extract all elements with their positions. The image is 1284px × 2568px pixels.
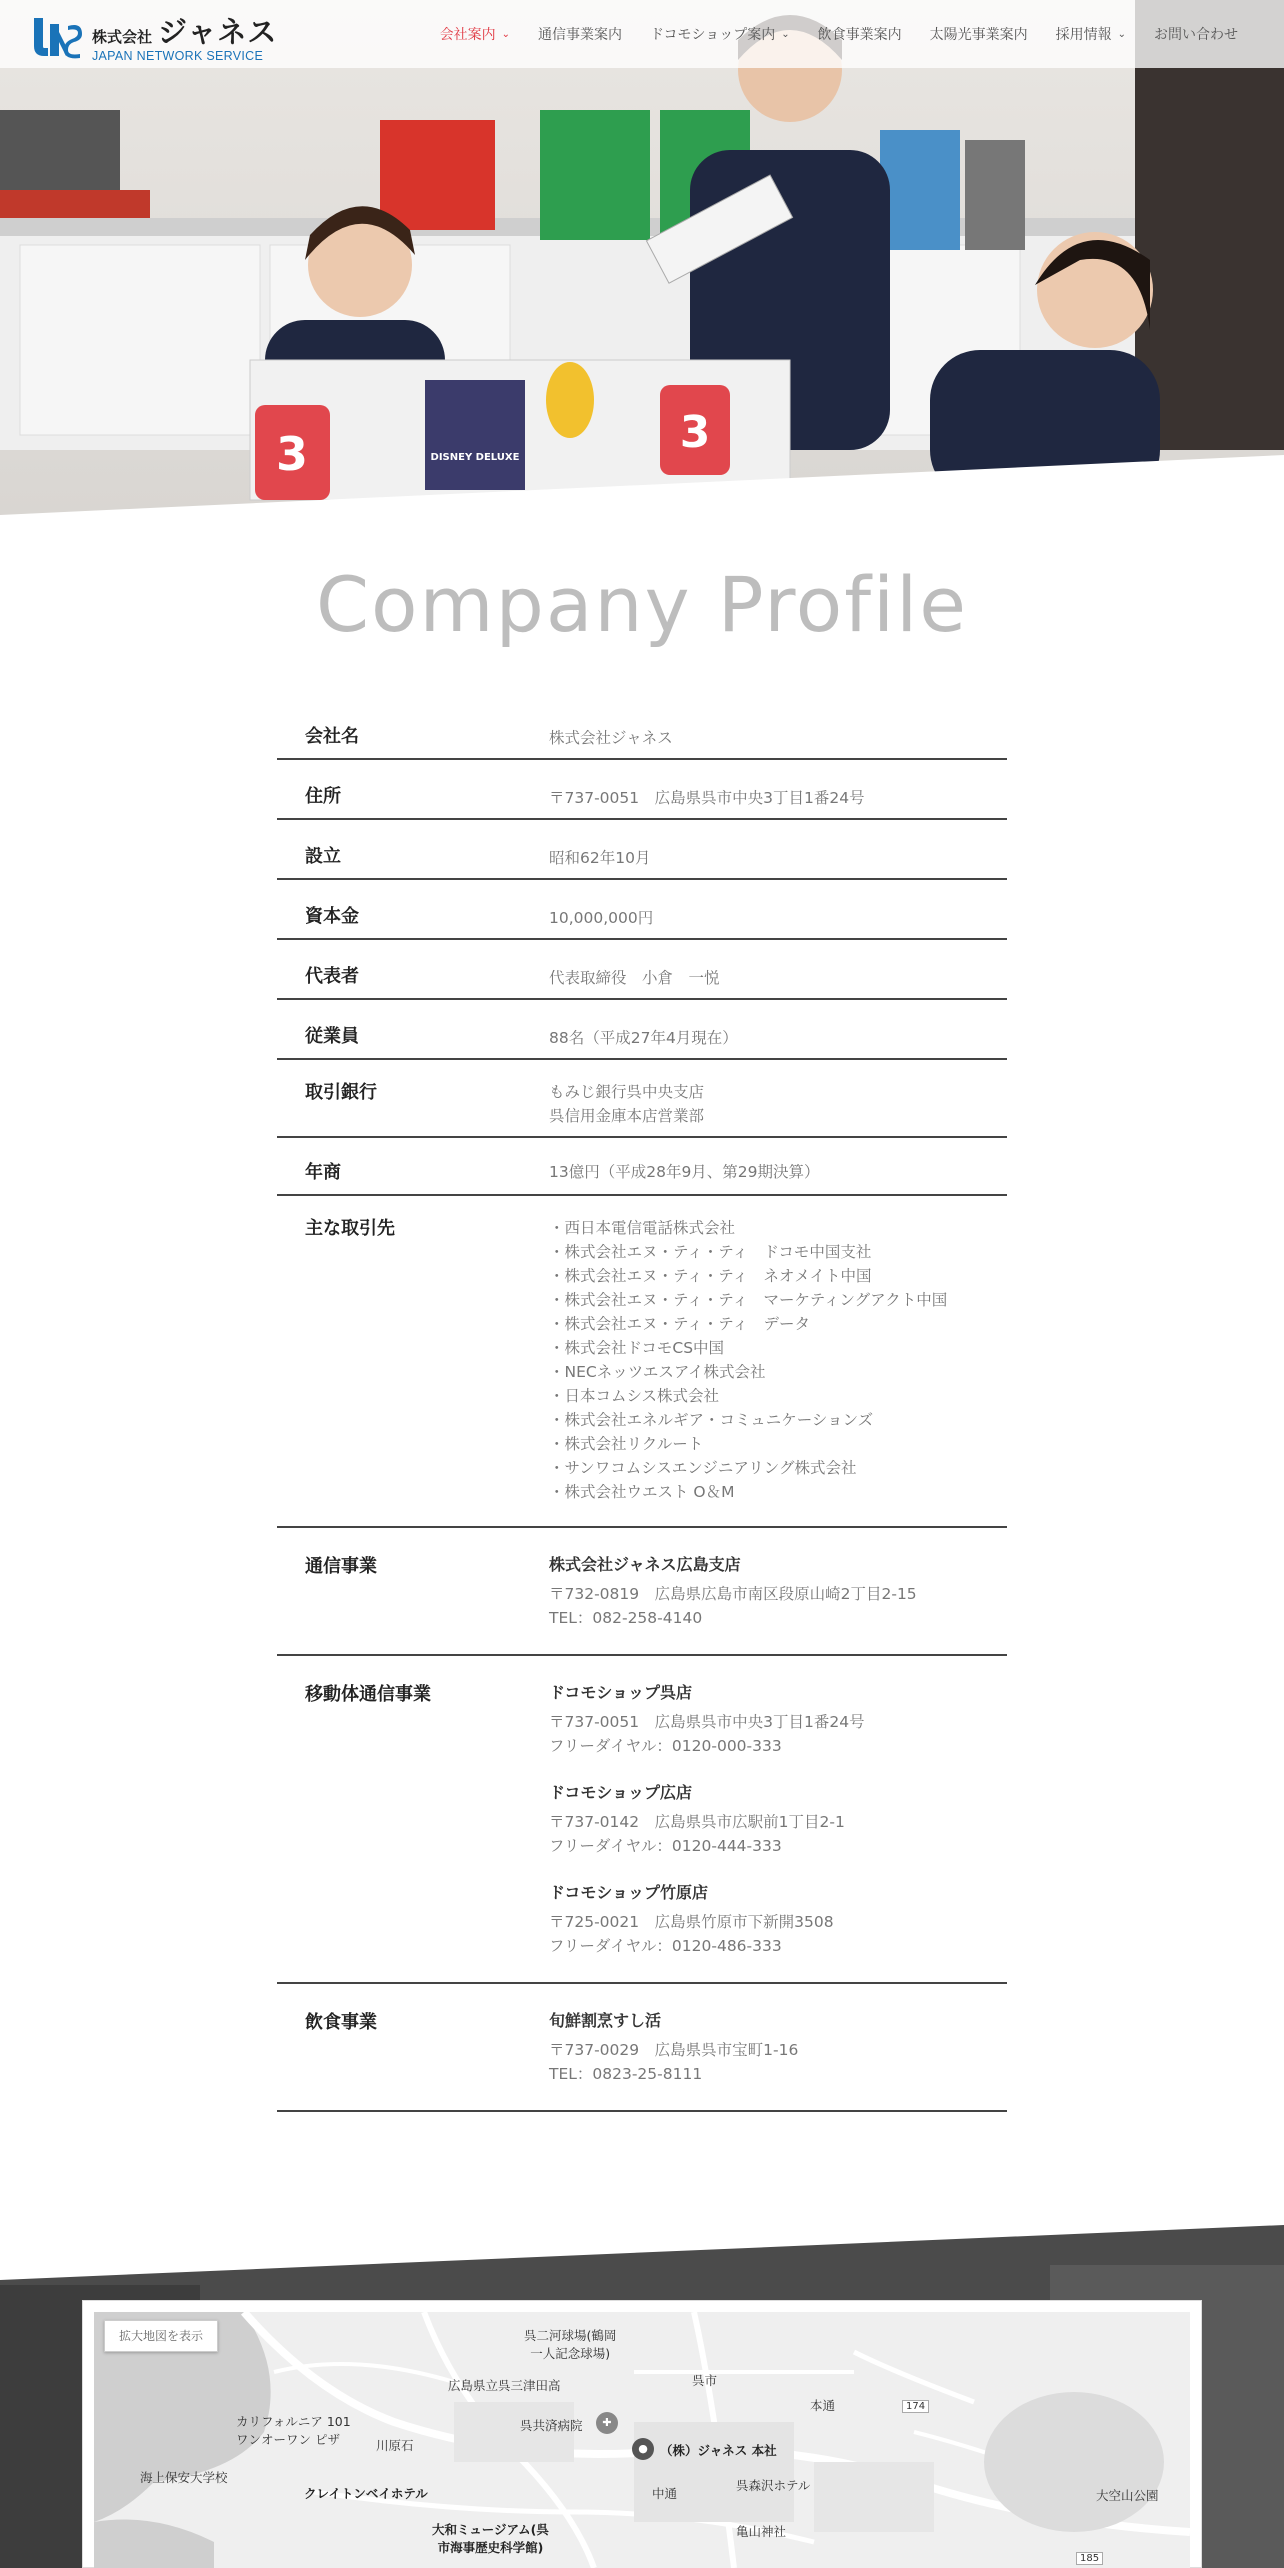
profile-row-mobile xyxy=(277,1656,1007,1984)
shop-address: 〒737-0142 広島県呉市広駅前1丁目2-1 xyxy=(549,1813,845,1831)
shop-address: 〒725-0021 広島県竹原市下新開3508 xyxy=(549,1913,834,1931)
profile-row-founded xyxy=(277,820,1007,880)
site-logo[interactable] xyxy=(32,10,277,63)
map-label-clayton-bay-hotel: クレイトンベイホテル xyxy=(304,2486,428,2501)
row-label: 従業員 xyxy=(305,1026,359,1047)
map-label-kure-city: 呉市 xyxy=(692,2373,718,2388)
profile-row-sales xyxy=(277,1138,1007,1196)
hero-photo xyxy=(0,0,1284,515)
chevron-down-icon: ⌄ xyxy=(1117,28,1126,40)
map-label-stadium xyxy=(524,2326,616,2362)
client-item: ・株式会社ウエスト O＆M xyxy=(549,1483,735,1501)
shop-phone: フリーダイヤル：0120-486-333 xyxy=(549,1937,782,1955)
row-value: 13億円（平成28年9月、第29期決算） xyxy=(549,1163,820,1181)
nav-label: 通信事業案内 xyxy=(538,27,623,43)
nav-item-food[interactable] xyxy=(818,24,902,44)
profile-row-capital xyxy=(277,880,1007,940)
route-174-badge: 174 xyxy=(902,2400,929,2413)
main-nav xyxy=(412,0,1238,68)
client-item: ・株式会社エネルギア・コミュニケーションズ xyxy=(549,1411,874,1429)
hero-illustration xyxy=(0,0,1284,515)
booth-number-left: 3 xyxy=(275,427,309,481)
location-pin-icon[interactable]: ● xyxy=(632,2438,654,2460)
client-item: ・日本コムシス株式会社 xyxy=(549,1387,720,1405)
row-value: 10,000,000円 xyxy=(549,909,654,927)
shop-phone: フリーダイヤル：0120-444-333 xyxy=(549,1837,782,1855)
profile-row-employees xyxy=(277,1000,1007,1060)
nav-label: ドコモショップ案内 xyxy=(650,27,776,43)
shop-phone: フリーダイヤル：0120-000-333 xyxy=(549,1737,782,1755)
map-label-hondori: 本通 xyxy=(810,2398,836,2413)
row-value: 昭和62年10月 xyxy=(549,849,651,867)
map-label-highschool: 広島県立呉三津田高 xyxy=(448,2378,561,2393)
row-label: 移動体通信事業 xyxy=(305,1684,431,1705)
logo-company-name: ジャネス xyxy=(158,15,278,49)
profile-row-company-name xyxy=(277,700,1007,760)
restaurant-name: 旬鮮割烹すし活 xyxy=(549,2011,662,2030)
chevron-down-icon: ⌄ xyxy=(501,28,511,40)
row-label: 資本金 xyxy=(305,906,359,927)
map-label-pizza xyxy=(236,2412,351,2448)
nav-label: 太陽光事業案内 xyxy=(929,27,1028,43)
map-label-coast-guard-academy: 海上保安大学校 xyxy=(140,2470,228,2485)
row-label: 設立 xyxy=(305,846,341,867)
client-item: ・サンワコムシスエンジニアリング株式会社 xyxy=(549,1459,857,1477)
shop-name: ドコモショップ広店 xyxy=(549,1783,693,1802)
map-label-hospital: 呉共済病院 xyxy=(520,2418,583,2433)
row-label: 取引銀行 xyxy=(305,1082,377,1103)
profile-row-food xyxy=(277,1984,1007,2112)
jns-logo-icon xyxy=(32,14,84,60)
shop-entry xyxy=(549,1680,1007,1758)
client-item: ・株式会社リクルート xyxy=(549,1435,704,1453)
row-label: 年商 xyxy=(305,1162,341,1183)
row-value-entries xyxy=(549,1680,1007,1958)
row-label: 代表者 xyxy=(305,966,359,987)
museum-label: 大和ミュージアム(呉 市海事歴史科学館) xyxy=(432,2522,549,2555)
map-label-nakadori: 中通 xyxy=(652,2486,678,2501)
row-label: 主な取引先 xyxy=(305,1218,395,1239)
branch-name: 株式会社ジャネス広島支店 xyxy=(549,1555,741,1574)
logo-company-prefix: 株式会社 xyxy=(92,28,153,46)
profile-row-address xyxy=(277,760,1007,820)
row-value: 88名（平成27年4月現在） xyxy=(549,1029,738,1047)
profile-row-clients xyxy=(277,1196,1007,1528)
row-value: 〒737-0051 広島県呉市中央3丁目1番24号 xyxy=(549,789,865,807)
box-label: DISNEY DELUXE xyxy=(430,452,520,463)
nav-label: お問い合わせ xyxy=(1154,27,1238,43)
client-item: ・西日本電信電話株式会社 xyxy=(549,1219,736,1237)
shop-name: ドコモショップ呉店 xyxy=(549,1683,693,1702)
profile-row-banks xyxy=(277,1060,1007,1138)
client-item: ・株式会社ドコモCS中国 xyxy=(549,1339,725,1357)
client-item: ・NECネッツエスアイ株式会社 xyxy=(549,1363,766,1381)
map-label-kawaraishi: 川原石 xyxy=(376,2438,414,2453)
nav-item-company[interactable] xyxy=(440,24,510,44)
map-label-kameyama-shrine: 亀山神社 xyxy=(736,2524,787,2539)
bank-item: もみじ銀行呉中央支店 xyxy=(549,1083,705,1101)
shop-name: ドコモショップ竹原店 xyxy=(549,1883,709,1902)
logo-tagline: JAPAN NETWORK SERVICE xyxy=(92,49,264,63)
row-label: 住所 xyxy=(305,786,341,807)
restaurant-phone: TEL：0823-25-8111 xyxy=(549,2065,703,2083)
nav-label: 採用情報 xyxy=(1055,27,1112,43)
nav-item-telecom[interactable] xyxy=(538,24,622,44)
branch-address: 〒732-0819 広島県広島市南区段原山崎2丁目2-15 xyxy=(549,1585,917,1603)
bank-item: 呉信用金庫本店営業部 xyxy=(549,1107,705,1125)
row-label: 通信事業 xyxy=(305,1556,377,1577)
nav-item-docomo-shop[interactable] xyxy=(650,24,790,44)
map-label-yamato-museum xyxy=(432,2520,549,2556)
site-header xyxy=(0,0,1284,68)
profile-row-telecom xyxy=(277,1528,1007,1656)
row-value: 株式会社ジャネス xyxy=(549,729,673,747)
nav-item-solar[interactable] xyxy=(930,24,1028,44)
nav-label: 飲食事業案内 xyxy=(817,27,902,43)
shop-entry xyxy=(549,1780,1007,1858)
pizza-label: カリフォルニア 101 ワンオーワン ピザ xyxy=(236,2414,351,2447)
page-title: Company Profile xyxy=(315,560,969,649)
row-value-list xyxy=(549,1216,1007,1504)
chevron-down-icon: ⌄ xyxy=(781,28,790,40)
row-value: 代表取締役 小倉 一悦 xyxy=(549,969,720,987)
restaurant-entry xyxy=(549,2008,1007,2086)
map-label-ozorayama-park: 大空山公園 xyxy=(1096,2488,1159,2503)
stadium-label: 呉二河球場(鶴岡 一人記念球場) xyxy=(524,2328,617,2361)
branch-phone: TEL：082-258-4140 xyxy=(549,1609,703,1627)
nav-item-recruit[interactable] xyxy=(1056,24,1126,44)
client-item: ・株式会社エヌ・ティ・ティ マーケティングアクト中国 xyxy=(549,1291,948,1309)
restaurant-address: 〒737-0029 広島県呉市宝町1-16 xyxy=(549,2041,799,2059)
nav-label: 会社案内 xyxy=(439,27,496,43)
client-item: ・株式会社エヌ・ティ・ティ ネオメイト中国 xyxy=(549,1267,872,1285)
client-item: ・株式会社エヌ・ティ・ティ データ xyxy=(549,1315,811,1333)
profile-row-representative xyxy=(277,940,1007,1000)
hospital-pin-icon[interactable]: ✚ xyxy=(596,2412,618,2434)
client-item: ・株式会社エヌ・ティ・ティ ドコモ中国支社 xyxy=(549,1243,872,1261)
booth-number-right: 3 xyxy=(679,407,711,458)
shop-address: 〒737-0051 広島県呉市中央3丁目1番24号 xyxy=(549,1713,865,1731)
shop-entry xyxy=(549,1880,1007,1958)
route-185-badge: 185 xyxy=(1076,2552,1103,2565)
row-label: 飲食事業 xyxy=(305,2012,377,2033)
branch-entry xyxy=(549,1552,1007,1630)
map-label-morisawa-hotel: 呉森沢ホテル xyxy=(736,2478,811,2493)
enlarge-map-button[interactable]: 拡大地図を表示 xyxy=(104,2320,218,2352)
row-label: 会社名 xyxy=(305,726,359,747)
row-value-entries xyxy=(549,1552,1007,1630)
row-value-entries xyxy=(549,2008,1007,2086)
map-label-headquarters: （株）ジャネス 本社 xyxy=(660,2443,777,2458)
nav-item-contact[interactable] xyxy=(1154,24,1238,44)
company-profile-table xyxy=(277,700,1007,2112)
row-value-list xyxy=(549,1080,1007,1128)
